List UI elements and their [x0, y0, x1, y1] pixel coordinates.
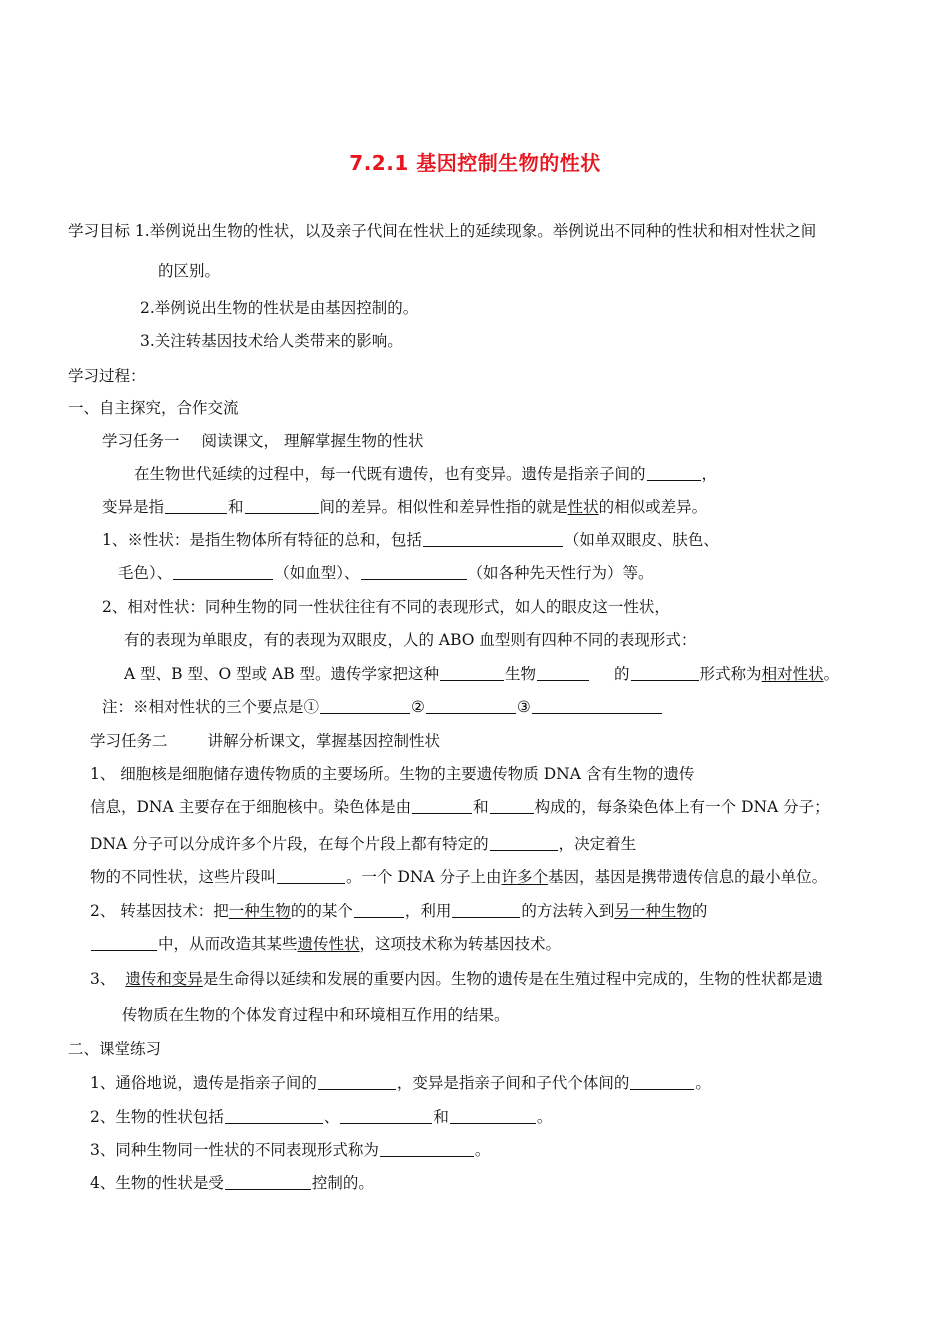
relative-trait-line-c	[124, 664, 839, 684]
blank-ex2-3[interactable]	[450, 1108, 536, 1124]
exercise-1	[90, 1073, 711, 1093]
task-1-desc: 阅读课文， 理解掌握生物的性状	[201, 432, 424, 450]
document-title: 7.2.1 基因控制生物的性状	[349, 151, 601, 175]
goal-2: 2.举例说出生物的性状是由基因控制的。	[140, 299, 419, 317]
blank-transgene-2[interactable]	[452, 902, 520, 918]
text-span: （如血型）、	[274, 564, 360, 582]
text-span: 的相似或差异。	[598, 498, 708, 516]
underlined-term: 相对性状	[761, 665, 824, 683]
blank-ex2-1[interactable]	[225, 1108, 323, 1124]
underlined-term: 遗传性状	[297, 935, 360, 953]
text-span: 。	[536, 1108, 553, 1126]
blank-ex2-2[interactable]	[340, 1108, 432, 1124]
text-span: 中，从而改造其某些	[158, 935, 298, 953]
task-1-label: 学习任务一	[102, 432, 180, 450]
blank-note-2[interactable]	[426, 698, 516, 714]
text-span: DNA 分子可以分成许多个片段，在每个片段上都有特定的	[90, 835, 489, 853]
text-span: A 型、B 型、O 型或 AB 型。遗传学家把这种	[124, 665, 440, 683]
text-span: 3、同种生物同一性状的不同表现形式称为	[90, 1141, 379, 1159]
text-span: 间的差异。相似性和差异性指的就是	[319, 498, 568, 516]
trait-def-line-b	[118, 563, 654, 583]
text-span: 。	[695, 1074, 711, 1092]
blank-ex3[interactable]	[380, 1141, 474, 1157]
text-span: 1、通俗地说，遗传是指亲子间的	[90, 1074, 317, 1092]
note-line	[102, 697, 663, 717]
text-span: 的的某个	[290, 902, 353, 920]
blank-ex1-2[interactable]	[630, 1074, 694, 1090]
text-span: 在生物世代延续的过程中，每一代既有遗传，也有变异。遗传是指亲子间的	[134, 465, 646, 483]
text-span: 。一个 DNA 分子上由	[346, 868, 502, 886]
text-span: ，变异是指亲子间和子代个体间的	[396, 1074, 630, 1092]
blank-relative-3[interactable]	[631, 665, 699, 681]
text-span: 和	[473, 798, 489, 816]
para-1-line-b	[102, 497, 707, 517]
task-2-line	[90, 731, 440, 751]
para-1-line-a	[134, 464, 717, 484]
relative-trait-line-a: 2、相对性状：同种生物的同一性状往往有不同的表现形式，如人的眼皮这一性状，	[102, 598, 670, 616]
section-2-heading: 二、课堂练习	[68, 1040, 162, 1058]
underlined-term: 许多个	[501, 868, 549, 886]
blank-heredity[interactable]	[647, 465, 701, 481]
text-span: 和	[433, 1108, 449, 1126]
task-2-desc: 讲解分析课文，掌握基因控制性状	[207, 732, 441, 750]
text-span: 毛色）、	[118, 564, 173, 582]
content-2-line-a	[90, 901, 707, 921]
content-2-line-b	[90, 934, 561, 954]
trait-def-line-a	[102, 530, 719, 550]
goal-3: 3.关注转基因技术给人类带来的影响。	[140, 332, 403, 350]
text-span: ，决定着生	[558, 835, 637, 853]
underlined-term: 性状	[567, 498, 599, 516]
text-span: 3、	[90, 970, 116, 988]
exercise-2	[90, 1107, 552, 1127]
blank-trait-1[interactable]	[423, 531, 563, 547]
blank-note-1[interactable]	[320, 698, 410, 714]
text-span: 形式称为	[699, 665, 762, 683]
content-1-line-d	[90, 867, 827, 887]
blank-note-3[interactable]	[532, 698, 662, 714]
blank-relative-2[interactable]	[537, 665, 589, 681]
text-span: 。	[823, 665, 840, 683]
task-2-label: 学习任务二	[90, 732, 168, 750]
text-span: 变异是指	[102, 498, 165, 516]
text-span: 控制的。	[311, 1174, 374, 1192]
blank-relative-1[interactable]	[440, 665, 504, 681]
exercise-4	[90, 1173, 374, 1193]
blank-trait-3[interactable]	[361, 564, 467, 580]
text-span: 4、生物的性状是受	[90, 1174, 224, 1192]
underlined-term: 一种生物	[228, 902, 291, 920]
text-span: 是生命得以延续和发展的重要内因。生物的遗传是在生殖过程中完成的，生物的性状都是遗	[202, 970, 823, 988]
blank-transgene-1[interactable]	[354, 902, 404, 918]
text-span: 。	[474, 1141, 491, 1159]
content-1-line-b	[90, 797, 830, 817]
text-span: 1、※性状：是指生物体所有特征的总和，包括	[102, 531, 422, 549]
blank-chromosome-2[interactable]	[490, 798, 534, 814]
text-span: 、	[323, 1108, 340, 1126]
blank-dna-segment[interactable]	[490, 835, 558, 851]
blank-ex1-1[interactable]	[318, 1074, 396, 1090]
text-span: 和	[228, 498, 244, 516]
goal-1-line-a: 学习目标 1.举例说出生物的性状，以及亲子代间在性状上的延续现象。举例说出不同种的性状和相对性状之间	[68, 222, 817, 240]
text-span: ，这项技术称为转基因技术。	[359, 935, 562, 953]
text-span: 2、 转基因技术：把	[90, 902, 229, 920]
text-span: 2、生物的性状包括	[90, 1108, 224, 1126]
goal-1-line-b: 的区别。	[158, 262, 221, 280]
blank-ex4[interactable]	[225, 1174, 311, 1190]
text-span: ②	[411, 698, 425, 716]
text-span: ③	[516, 698, 531, 716]
blank-variation-2[interactable]	[245, 498, 319, 514]
process-heading: 学习过程：	[68, 367, 146, 385]
blank-chromosome-1[interactable]	[412, 798, 472, 814]
underlined-term: 另一种生物	[614, 902, 692, 920]
relative-trait-line-b: 有的表现为单眼皮，有的表现为双眼皮，人的 ABO 血型则有四种不同的表现形式：	[124, 631, 697, 649]
text-span: （如单双眼皮、肤色、	[563, 531, 719, 549]
exercise-3	[90, 1140, 490, 1160]
content-1-line-c	[90, 834, 636, 854]
underlined-term: 遗传和变异	[125, 970, 203, 988]
blank-transgene-3[interactable]	[91, 935, 157, 951]
text-span: ，	[701, 465, 718, 483]
text-span: ，利用	[404, 902, 452, 920]
text-span: 信息，DNA 主要存在于细胞核中。染色体是由	[90, 798, 412, 816]
blank-variation-1[interactable]	[165, 498, 227, 514]
text-span: 物的不同性状，这些片段叫	[90, 868, 277, 886]
content-3-line-b: 传物质在生物的个体发育过程中和环境相互作用的结果。	[122, 1006, 510, 1024]
text-span: 构成的，每条染色体上有一个 DNA 分子；	[534, 798, 830, 816]
text-span: 注：※相对性状的三个要点是①	[102, 698, 320, 716]
text-span: 基因，基因是携带遗传信息的最小单位。	[548, 868, 828, 886]
blank-trait-2[interactable]	[173, 564, 273, 580]
text-span: （如各种先天性行为）等。	[467, 564, 654, 582]
blank-gene[interactable]	[277, 868, 345, 884]
section-1-heading: 一、自主探究，合作交流	[68, 399, 239, 417]
text-span: 生物	[505, 665, 537, 683]
text-span: 的方法转入到	[521, 902, 615, 920]
content-3-line-a	[90, 969, 823, 989]
content-1-line-a: 1、 细胞核是细胞储存遗传物质的主要场所。生物的主要遗传物质 DNA 含有生物的遗传	[90, 765, 695, 783]
task-1-line	[102, 431, 423, 451]
text-span: 的	[691, 902, 708, 920]
text-span: 的	[614, 665, 630, 683]
